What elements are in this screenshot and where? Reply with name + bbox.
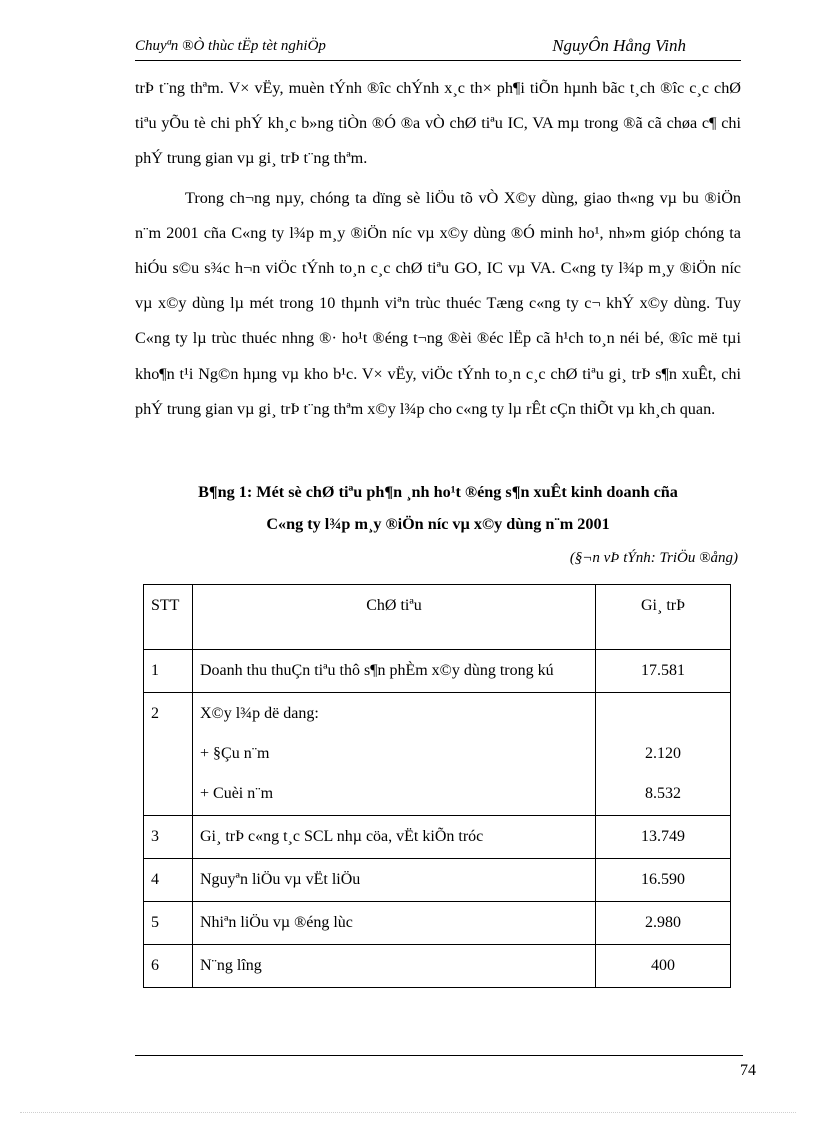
row-value-end: 8.532 [645, 785, 681, 802]
row-indicator: Gi¸ trÞ c«ng t¸c SCL nhµ cöa, vËt kiÕn tróc [193, 816, 596, 859]
row-stt: 1 [144, 650, 193, 693]
header-chapter-title: Chuyªn ®Ò thùc tËp tèt nghiÖp [135, 38, 326, 54]
row-stt: 3 [144, 816, 193, 859]
row-indicator [193, 693, 596, 816]
row-value [596, 693, 731, 816]
data-table [143, 584, 731, 988]
row-value: 2.980 [596, 902, 731, 945]
header-author: NguyÔn Hång Vinh [552, 36, 686, 55]
table-row [144, 693, 731, 816]
row-value: 16.590 [596, 859, 731, 902]
table-header-row [144, 585, 731, 650]
paragraph-2: Trong ch¬ng nµy, chóng ta dïng sè liÖu tõ vÒ X©y dùng, giao th«ng vµ bu ®iÖn n¨m 2001 cña C«ng ty l¾p m¸y ®iÖn níc vµ x©y dùng ®Ó minh ho¹, nh»m gióp chóng ta hiÓu s©u s¾c h¬n viÖc tÝnh to¸n c¸c chØ tiªu GO, IC vµ VA. C«ng ty l¾p m¸y ®iÖn níc vµ x©y dùng lµ mét trong 10 thµnh viªn trùc thuéc Tæng c«ng ty c¬ khÝ x©y dùng. Tuy C«ng ty lµ trùc thuéc nhng ®· ho¹t ®éng t¬ng ®èi ®éc lËp cã h¹ch to¸n néi bé, ®îc më tµi kho¶n t¹i Ng©n hµng vµ kho b¹c. V× vËy, viÖc tÝnh to¸n c¸c chØ tiªu gi¸ trÞ s¶n xuÊt, chi phÝ trung gian vµ gi¸ trÞ t¨ng thªm x©y l¾p cho c«ng ty lµ rÊt cÇn thiÕt vµ kh¸ch quan. [135, 188, 741, 418]
row-stt: 2 [144, 693, 193, 816]
row-stt: 4 [144, 859, 193, 902]
header-indicator: ChØ tiªu [193, 585, 596, 650]
row-indicator: Nguyªn liÖu vµ vËt liÖu [193, 859, 596, 902]
header-stt: STT [144, 585, 193, 650]
row-indicator: Doanh thu thuÇn tiªu thô s¶n phÈm x©y dùng trong kú [193, 650, 596, 693]
body-text [135, 71, 741, 427]
row-stt: 6 [144, 945, 193, 988]
table-row [144, 902, 731, 945]
row-value: 17.581 [596, 650, 731, 693]
table-title [135, 476, 741, 540]
table-title-line-1: B¶ng 1: Mét sè chØ tiªu ph¶n ¸nh ho¹t ®éng s¶n xuÊt kinh doanh cña [198, 483, 678, 501]
table-title-line-2: C«ng ty l¾p m¸y ®iÖn níc vµ x©y dùng n¨m 2001 [266, 515, 610, 533]
page-edge [20, 1112, 796, 1113]
row-stt: 5 [144, 902, 193, 945]
page-number: 74 [740, 1062, 756, 1079]
row-indicator: Nhiªn liÖu vµ ®éng lùc [193, 902, 596, 945]
row-value: 400 [596, 945, 731, 988]
table-row [144, 816, 731, 859]
row-indicator: N¨ng lîng [193, 945, 596, 988]
header-value: Gi¸ trÞ [596, 585, 731, 650]
paragraph-1: trÞ t¨ng thªm. V× vËy, muèn tÝnh ®îc chÝnh x¸c th× ph¶i tiÕn hµnh bãc t¸ch ®îc c¸c chØ tiªu yÕu tè chi phÝ kh¸c b»ng tiÒn ®Ó ®a vÒ chØ tiªu IC, VA mµ trong ®ã cã chøa c¶ chi phÝ trung gian vµ gi¸ trÞ t¨ng thªm. [135, 79, 741, 168]
row-indicator-title: X©y l¾p dë dang: [200, 705, 319, 722]
page-header [135, 38, 741, 61]
table-row [144, 945, 731, 988]
row-value: 13.749 [596, 816, 731, 859]
row-sub-end: + Cuèi n¨m [200, 785, 274, 802]
table-row [144, 650, 731, 693]
footer-divider [135, 1055, 743, 1056]
unit-note: (§¬n vÞ tÝnh: TriÖu ®ång) [569, 550, 738, 566]
row-sub-start: + §Çu n¨m [200, 745, 270, 762]
row-value-start: 2.120 [645, 745, 681, 762]
table-row [144, 859, 731, 902]
